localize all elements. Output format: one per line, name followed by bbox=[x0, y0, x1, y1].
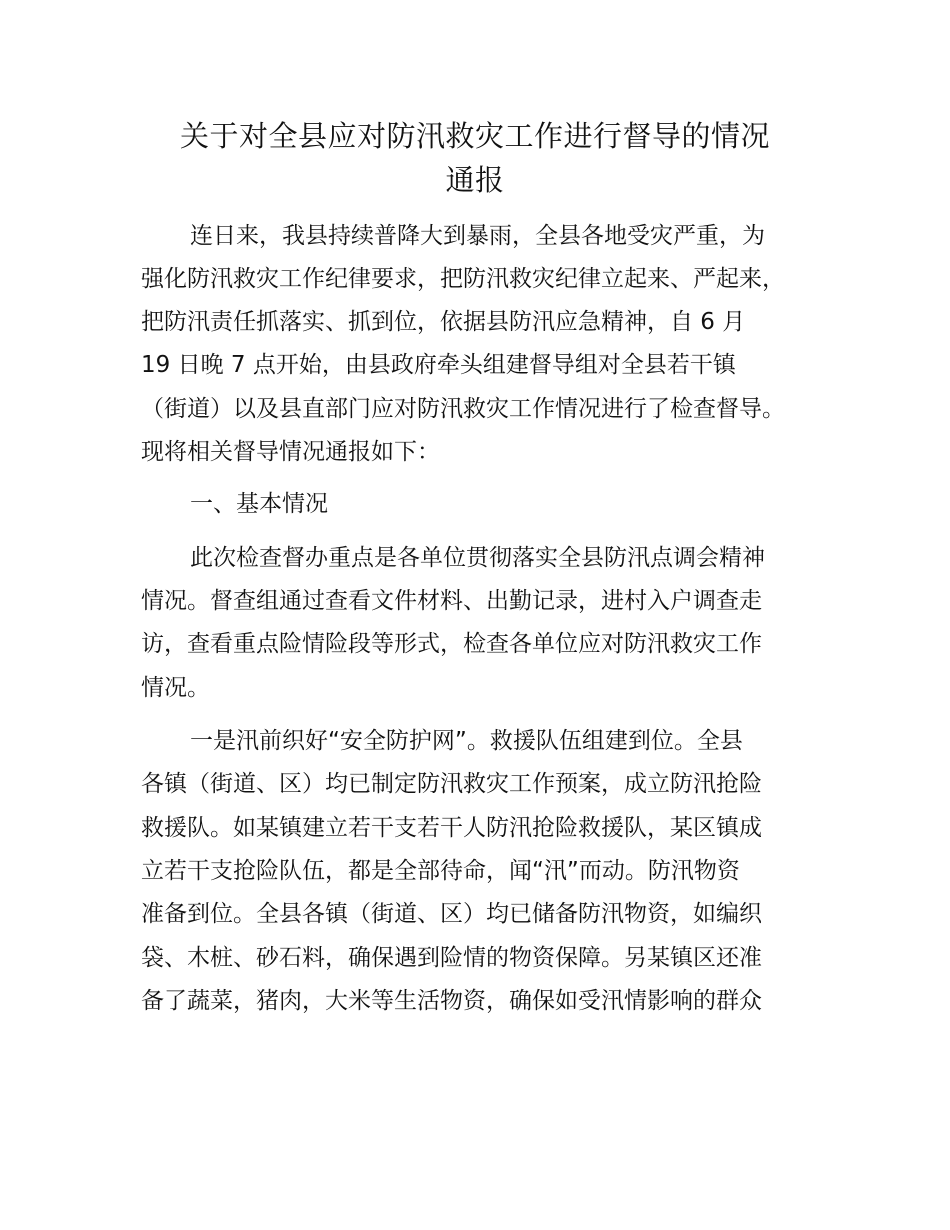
title-line-2: 通报 bbox=[445, 163, 505, 197]
text-line: 此次检查督办重点是各单位贯彻落实全县防汛点调会精神 bbox=[190, 545, 765, 571]
text-line: 连日来，我县持续普降大到暴雨，全县各地受灾严重，为 bbox=[190, 223, 765, 249]
text-line: 备了蔬菜，猪肉，大米等生活物资，确保如受汛情影响的群众 bbox=[141, 988, 762, 1014]
text-line: 准备到位。全县各镇（街道、区）均已储备防汛物资，如编织 bbox=[141, 901, 762, 927]
text-line: 救援队。如某镇建立若干支若干人防汛抢险救援队，某区镇成 bbox=[141, 815, 762, 841]
text-line: 把防汛责任抓落实、抓到位，依据县防汛应急精神，自 6 月 bbox=[141, 309, 746, 335]
document-title bbox=[120, 114, 830, 202]
text-line: 各镇（街道、区）均已制定防汛救灾工作预案，成立防汛抢险 bbox=[141, 771, 762, 797]
text-line: 袋、木桩、砂石料，确保遇到险情的物资保障。另某镇区还准 bbox=[141, 945, 762, 971]
text-line: 一是汛前织好“安全防护网”。救援队伍组建到位。全县 bbox=[190, 728, 743, 754]
text-line: 立若干支抢险队伍，都是全部待命，闻“汛”而动。防汛物资 bbox=[141, 858, 740, 884]
text-line: 19 日晚 7 点开始，由县政府牵头组建督导组对全县若干镇 bbox=[141, 352, 736, 378]
text-line: 现将相关督导情况通报如下： bbox=[141, 439, 440, 465]
title-line-1: 关于对全县应对防汛救灾工作进行督导的情况 bbox=[179, 119, 770, 153]
text-line: 情况。督查组通过查看文件材料、出勤记录，进村入户调查走 bbox=[141, 588, 762, 614]
text-line: 强化防汛救灾工作纪律要求，把防汛救灾纪律立起来、严起来， bbox=[141, 266, 785, 292]
text-line: 情况。 bbox=[141, 675, 210, 701]
text-line: （街道）以及县直部门应对防汛救灾工作情况进行了检查督导。 bbox=[141, 396, 785, 422]
text-line: 访，查看重点险情险段等形式，检查各单位应对防汛救灾工作 bbox=[141, 631, 762, 657]
section-heading: 一、基本情况 bbox=[190, 491, 328, 517]
